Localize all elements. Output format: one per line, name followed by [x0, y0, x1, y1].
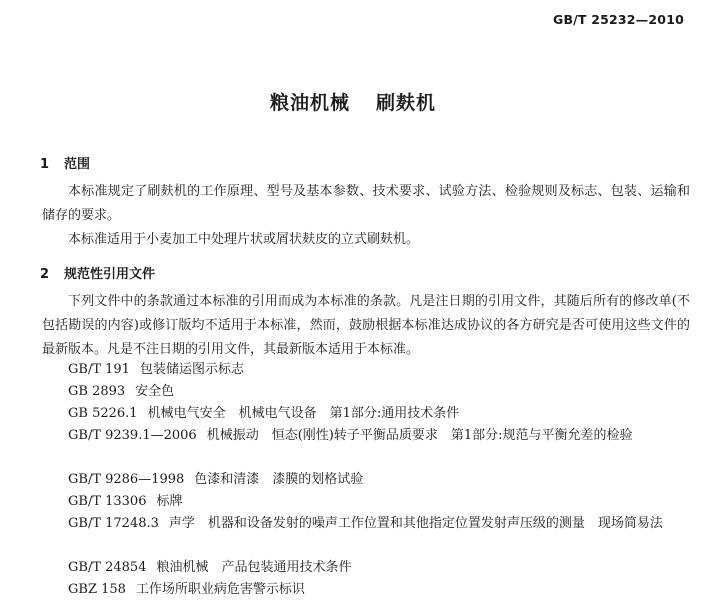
- reference-title: 机械振动 恒态(刚性)转子平衡品质要求 第1部分:规范与平衡允差的检验: [206, 428, 633, 443]
- reference-title: 标牌: [156, 494, 183, 509]
- reference-code: GB/T 17248.3: [68, 516, 159, 531]
- standard-code: GB/T 25232—2010: [552, 12, 684, 27]
- section-2-paragraph-1: 下列文件中的条款通过本标准的引用而成为本标准的条款。凡是注日期的引用文件，其随后所有的修改单(不包括勘误的内容)或修订版均不适用于本标准，然而，鼓励根据本标准达成协议的各方研究是否可使用这些文件的最新版本。凡是不注日期的引用文件，其最新版本适用于本标准。: [42, 294, 690, 357]
- reference-title: 安全色: [135, 384, 175, 399]
- section-title: 范围: [64, 157, 91, 172]
- reference-item: [42, 513, 690, 535]
- reference-item: [68, 359, 690, 381]
- reference-code: GB 5226.1: [68, 406, 138, 421]
- reference-title: 包装储运图示标志: [139, 362, 244, 377]
- reference-title: 粮油机械 产品包装通用技术条件: [156, 560, 352, 575]
- reference-code: GB/T 13306: [68, 494, 147, 509]
- section-1-heading: [40, 153, 90, 172]
- reference-title: 声学 机器和设备发射的噪声工作位置和其他指定位置发射声压级的测量 现场简易法: [168, 516, 663, 531]
- reference-item: [68, 469, 690, 491]
- title-part-2: 刷麸机: [376, 92, 437, 114]
- section-1-paragraph-2: 本标准适用于小麦加工中处理片状或屑状麸皮的立式刷麸机。: [68, 232, 420, 247]
- section-2-heading: [40, 263, 155, 282]
- title-part-1: 粮油机械: [269, 92, 350, 114]
- reference-code: GB 2893: [68, 384, 126, 399]
- document-title: [0, 88, 706, 115]
- section-title: 规范性引用文件: [64, 267, 156, 282]
- reference-code: GB/T 9286—1998: [68, 472, 185, 487]
- reference-title: 工作场所职业病危害警示标识: [135, 582, 305, 597]
- reference-item: [42, 425, 690, 447]
- section-number: 1: [40, 157, 50, 172]
- reference-item: [68, 403, 690, 425]
- reference-title: 色漆和清漆 漆膜的划格试验: [194, 472, 364, 487]
- reference-code: GB/T 24854: [68, 560, 147, 575]
- reference-item: [68, 491, 690, 513]
- section-number: 2: [40, 267, 50, 282]
- section-1-paragraph-1: 本标准规定了刷麸机的工作原理、型号及基本参数、技术要求、试验方法、检验规则及标志、包装、运输和储存的要求。: [42, 184, 690, 223]
- reference-item: [68, 579, 690, 601]
- reference-code: GB/T 191: [68, 362, 130, 377]
- reference-code: GBZ 158: [68, 582, 126, 597]
- reference-title: 机械电气安全 机械电气设备 第1部分:通用技术条件: [147, 406, 460, 421]
- reference-item: [68, 381, 690, 403]
- reference-code: GB/T 9239.1—2006: [68, 428, 197, 443]
- reference-item: [68, 557, 690, 579]
